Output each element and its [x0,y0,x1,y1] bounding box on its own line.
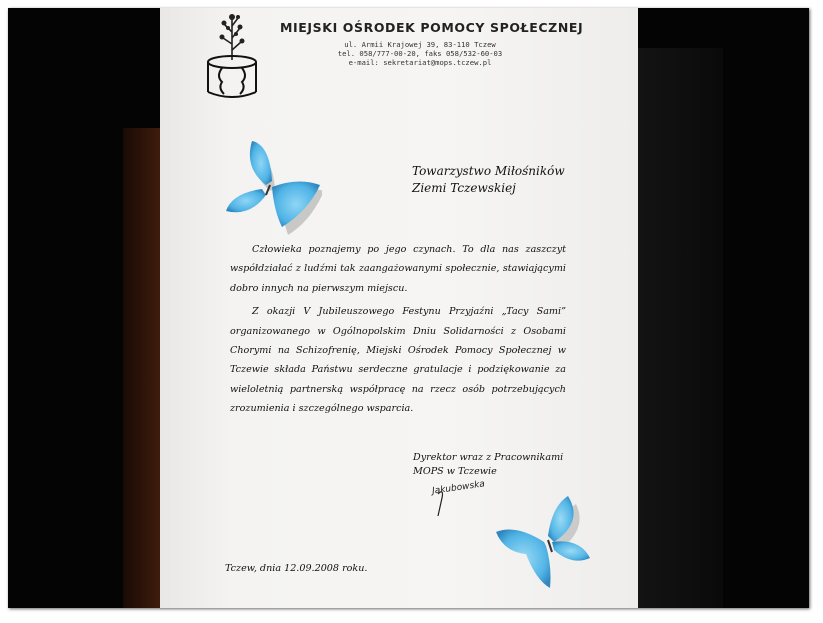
signoff-line-1: Dyrektor wraz z Pracownikami [413,452,564,463]
organization-name: MIEJSKI OŚRODEK POMOCY SPOŁECZNEJ [280,20,584,35]
letter-date: Tczew, dnia 12.09.2008 roku. [225,563,368,574]
body-paragraph-2: Z okazji V Jubileuszowego Festynu Przyjaźni „Tacy Sami” organizowanego w Ogólnopolskim Dniu Solidarności z Osobami Chorymi na Schizofrenię, Miejski Ośrodek Pomocy Społecznej w Tczewie składa Państwu serdeczne gratulacje i podziękowanie za wieloletnią partnerską współpracę na rzecz osób potrzebujących zrozumienia i szczególnego wsparcia. [230,306,566,415]
recipient-line-2: Ziemi Tczewskiej [412,181,516,195]
body-paragraph-1: Człowieka poznajemy po jego czynach. To dla nas zaszczyt współdziałać z ludźmi tak zaangażowanymi społecznie, stawiającymi dobro innych na pierwszym miejscu. [230,244,566,294]
signoff-line-2: MOPS w Tczewie [413,466,497,477]
recipient-address [412,163,565,197]
phone-line: tel. 058/777-00-20, faks 058/532-60-03 [337,49,503,58]
butterfly-icon [222,133,322,237]
background-shadow [633,48,723,608]
letter-body [230,240,566,419]
signature-text: Jakubowska [431,479,486,497]
email-line: e-mail: sekretariat@mops.tczew.pl [348,58,492,67]
photograph [8,8,809,608]
signoff [413,451,563,479]
butterfly-icon [492,492,594,592]
recipient-line-1: Towarzystwo Miłośników [412,164,565,178]
organization-contact [320,40,520,67]
org-logo-icon [202,12,262,98]
address-line: ul. Armii Krajowej 39, 83-110 Tczew [344,40,496,49]
letter-sheet [160,8,638,608]
